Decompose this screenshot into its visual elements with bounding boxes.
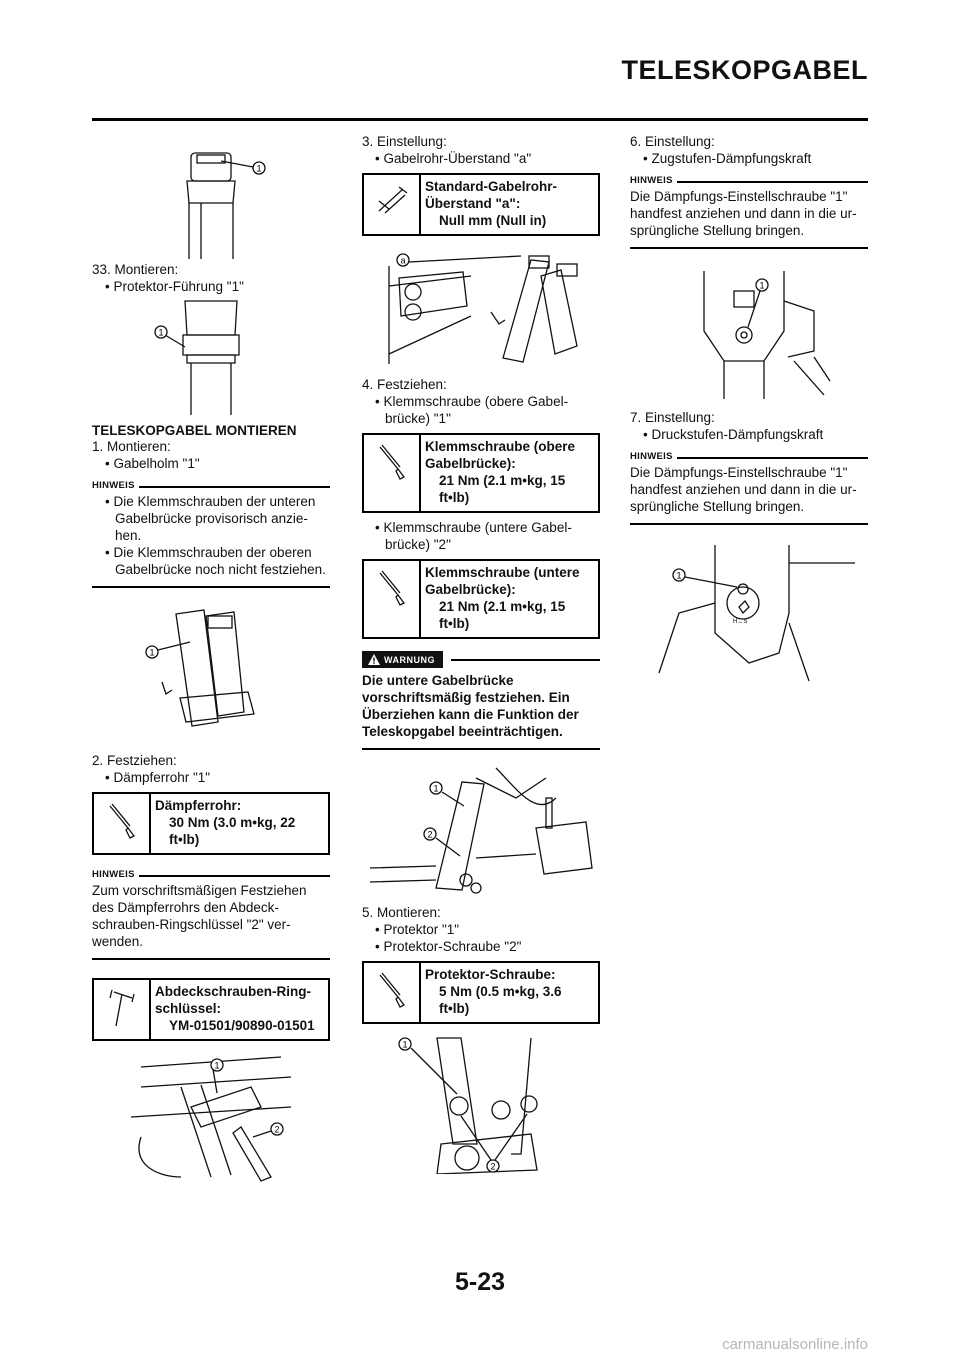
spec-3-title: Standard-Gabelrohr-Überstand "a": [425,179,558,211]
note-1-item-2: • Die Klemmschrauben der oberen Gabelbrücke noch nicht festziehen. [92,544,330,578]
warning-text: Die untere Gabelbrücke vorschriftsmäßig festziehen. Ein Überziehen kann die Funktion der Teleskopgabel beeinträchtigen. [362,673,579,739]
spec-box-cap-bolt-wrench [92,978,330,1041]
step-5-item-2: • Protektor-Schraube "2" [362,938,600,955]
spec-1-value: 30 Nm (3.0 m•kg, 22 ft•lb) [169,815,296,847]
figure-clamp-bolts [366,758,596,898]
spec-3-value: Null mm (Null in) [439,213,547,228]
page-title: TELESKOPGABEL [621,55,868,85]
warning-label: WARNUNG [384,654,435,665]
figure-protector [381,1034,581,1174]
torque-wrench-icon [94,794,151,853]
note-label: HINWEIS [630,451,673,462]
step-7-item: • Druckstufen-Dämpfungskraft [630,426,868,443]
spec-4-value: 21 Nm (2.1 m•kg, 15 ft•lb) [439,473,566,505]
callout-2: 2 [427,829,433,840]
step-3-item: • Gabelrohr-Überstand "a" [362,150,600,167]
spec-2-title: Abdeckschrauben-Ring-schlüssel: [155,984,312,1016]
figure-fork-leg [126,602,296,742]
step-4-item-2: • Klemmschraube (untere Gabel-brücke) "2" [362,519,600,553]
step-7: 7. Einstellung: [630,410,715,425]
callout-1: 1 [676,570,682,581]
note-2 [92,869,330,960]
spec-box-protector-bolt [362,961,600,1024]
figure-cap-bolt-wrench [121,1047,301,1187]
note-4 [630,451,868,525]
page-number: 5-23 [454,1268,506,1296]
note-2-text: Zum vorschriftsmäßigen Festziehen des Dämpferrohrs den Abdeck-schrauben-Ringschlüssel "2" ver-wenden. [92,883,307,949]
spec-6-value: 5 Nm (0.5 m•kg, 3.6 ft•lb) [439,984,562,1016]
callout-1: 1 [158,327,164,338]
step-5: 5. Montieren: [362,905,441,920]
callout-1: 1 [402,1039,408,1050]
step-4-item-1: • Klemmschraube (obere Gabel-brücke) "1" [362,393,600,427]
step-2: 2. Festziehen: [92,753,177,768]
step-6: 6. Einstellung: [630,134,715,149]
callout-2: 2 [490,1161,496,1172]
step-1-item: • Gabelholm "1" [92,455,330,472]
spec-5-value: 21 Nm (2.1 m•kg, 15 ft•lb) [439,599,566,631]
callout-1: 1 [256,163,262,174]
special-tool-icon [94,980,151,1039]
spec-5-title: Klemmschraube (untere Gabelbrücke): [425,565,580,597]
warning-header [362,651,600,668]
figure-rebound-adjuster [664,261,834,401]
figure-protector-guide-ring [141,295,281,417]
adjuster-marking: H↔S [733,619,748,625]
figure-fork-protrusion [371,246,591,366]
note-1 [92,480,330,588]
step-2-item: • Dämpferrohr "1" [92,769,330,786]
caliper-icon [364,175,421,234]
step-5-item-1: • Protektor "1" [362,921,600,938]
spec-1-title: Dämpferrohr: [155,798,242,813]
column-left [92,133,330,1187]
spec-4-title: Klemmschraube (obere Gabelbrücke): [425,439,576,471]
callout-1: 1 [214,1060,220,1071]
torque-wrench-icon [364,561,421,637]
spec-box-fork-protrusion [362,173,600,236]
torque-wrench-icon [364,963,421,1022]
step-6-item: • Zugstufen-Dämpfungskraft [630,150,868,167]
column-middle [362,133,600,1174]
column-right [630,133,868,683]
callout-1: 1 [759,280,765,291]
spec-2-value: YM-01501/90890-01501 [169,1018,315,1033]
spec-box-damper-rod [92,792,330,855]
torque-wrench-icon [364,435,421,511]
spec-box-upper-clamp [362,433,600,513]
callout-1: 1 [433,783,439,794]
note-label: HINWEIS [92,480,135,491]
note-label: HINWEIS [92,869,135,880]
step-3: 3. Einstellung: [362,134,447,149]
step-1: 1. Montieren: [92,439,171,454]
callout-2: 2 [274,1124,280,1135]
spec-box-lower-clamp [362,559,600,639]
figure-protector-guide-top [141,133,281,261]
note-4-text: Die Dämpfungs-Einstellschraube "1" handfest anziehen und dann in die ur-sprüngliche Stellung bringen. [630,465,857,514]
step-4: 4. Festziehen: [362,377,447,392]
warning-triangle-icon [368,654,380,665]
note-3-text: Die Dämpfungs-Einstellschraube "1" handfest anziehen und dann in die ur-sprüngliche Stellung bringen. [630,189,857,238]
step-33: 33. Montieren: [92,262,179,277]
section-title: TELESKOPGABEL MONTIEREN [92,423,297,438]
figure-compression-adjuster [639,543,859,683]
spec-6-title: Protektor-Schraube: [425,967,556,982]
note-3 [630,175,868,249]
header-rule [92,118,868,121]
step-33-item: • Protektor-Führung "1" [92,278,330,295]
callout-1: 1 [149,647,155,658]
watermark: carmanualsonline.info [722,1336,868,1353]
note-label: HINWEIS [630,175,673,186]
callout-a: a [400,255,406,266]
note-1-item-1: • Die Klemmschrauben der unteren Gabelbrücke provisorisch anzie-hen. [92,493,330,544]
